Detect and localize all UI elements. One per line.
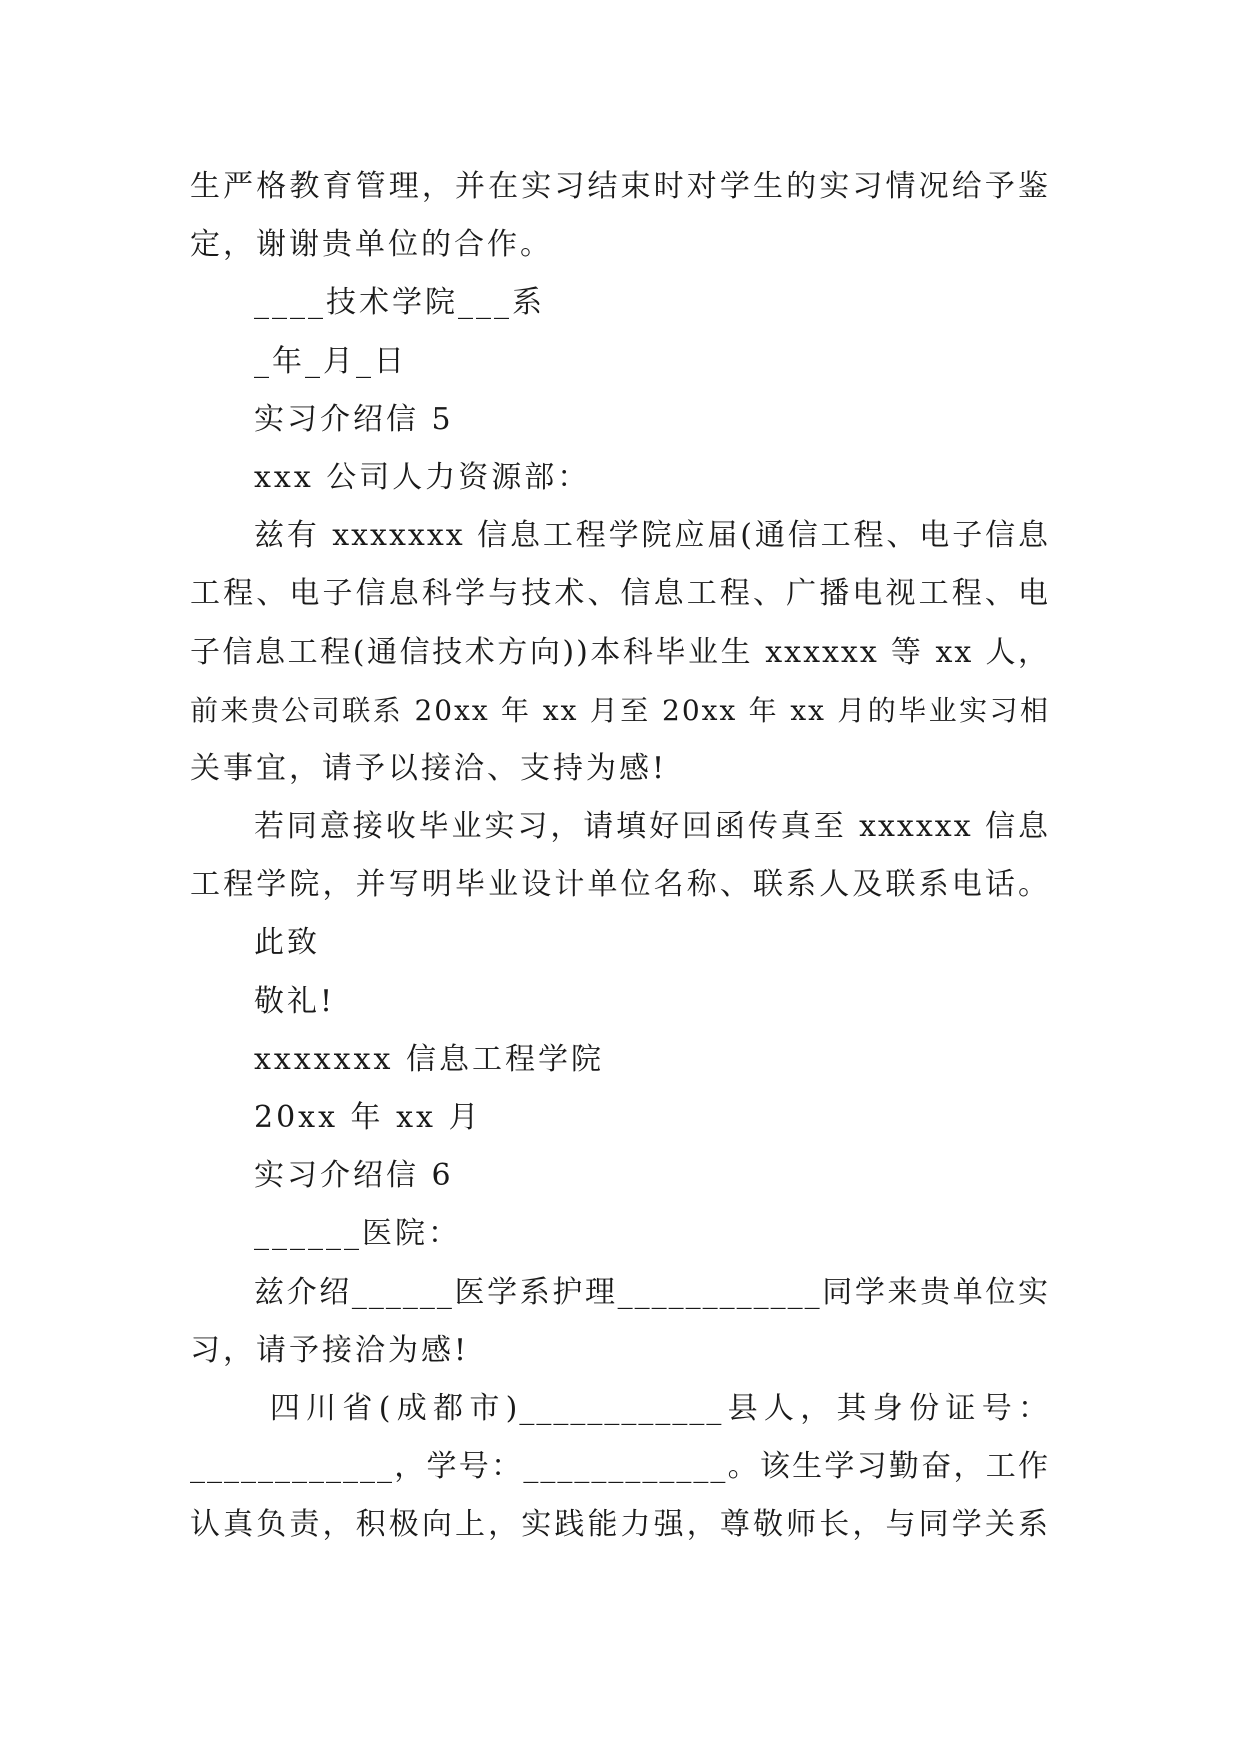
text-line: 关事宜，请予以接洽、支持为感! xyxy=(190,750,668,786)
text-line: 生严格教育管理，并在实习结束时对学生的实习情况给予鉴 xyxy=(190,169,1050,204)
text-line: 兹介绍______医学系护理____________同学来贵单位实 xyxy=(254,1274,1050,1310)
document-body xyxy=(190,158,1050,1555)
text-line: 20xx 年 xx 月 xyxy=(254,1100,482,1135)
text-line: ____技术学院___系 xyxy=(254,285,545,321)
text-line: ____________，学号：____________。该生学习勤奋，工作 xyxy=(190,1449,1050,1485)
text-line: 习，请予接洽为感! xyxy=(190,1332,470,1368)
text-line: xxxxxxx 信息工程学院 xyxy=(254,1041,604,1077)
text-line: ______医院： xyxy=(254,1216,461,1252)
text-line: 子信息工程(通信技术方向))本科毕业生 xxxxxx 等 xx 人， xyxy=(190,634,1050,670)
text-line: 定，谢谢贵单位的合作。 xyxy=(190,227,553,263)
text-line: 实习介绍信 5 xyxy=(254,401,454,437)
text-line: xxx 公司人力资源部： xyxy=(254,459,591,495)
text-line: 工程学院，并写明毕业设计单位名称、联系人及联系电话。 xyxy=(190,867,1050,903)
text-line: 此致 xyxy=(254,925,320,961)
text-line: 工程、电子信息科学与技术、信息工程、广播电视工程、电 xyxy=(190,576,1050,612)
text-line: 认真负责，积极向上，实践能力强，尊敬师长，与同学关系 xyxy=(190,1507,1050,1543)
text-line: 实习介绍信 6 xyxy=(254,1158,454,1194)
text-line: _年_月_日 xyxy=(254,343,407,379)
text-line: 四川省(成都市)____________县人，其身份证号： xyxy=(254,1390,1050,1426)
text-line: 前来贵公司联系 20xx 年 xx 月至 20xx 年 xx 月的毕业实习相 xyxy=(190,693,1050,727)
text-line: 若同意接收毕业实习，请填好回函传真至 xxxxxx 信息 xyxy=(254,809,1050,845)
text-line: 敬礼! xyxy=(254,983,336,1019)
text-line: 兹有 xxxxxxx 信息工程学院应届(通信工程、电子信息 xyxy=(254,518,1050,554)
